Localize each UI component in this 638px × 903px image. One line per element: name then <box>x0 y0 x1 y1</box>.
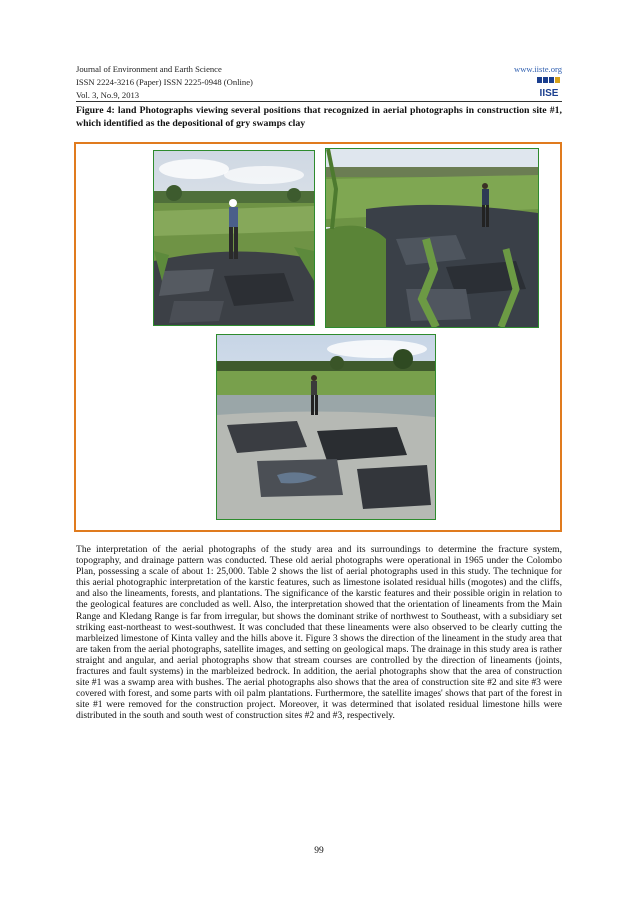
iiste-logo <box>536 76 562 99</box>
header-rule <box>76 101 562 102</box>
photo-site-1-view-c <box>216 334 436 520</box>
volume-line: Vol. 3, No.9, 2013 <box>76 90 140 100</box>
body-paragraph: The interpretation of the aerial photographs of the study area and its surroundings to determine the fracture system, topography, and drainage pattern was conducted. These old aerial photographs were operational in 1965 under the Colombo Plan, possessing a scale of about 1: 25,000. Table 2 shows the list of aerial photographs used in this study. The technique for this aerial photographic interpretation of the karstic features, such as limestone isolated residual hills (mogotes) and the cliffs, and also the lineaments, forests, and plantations. The significance of the karstic features and their possible origin in relation to the geological features are concluded as well. Also, the interpretation showed that the orientation of lineaments from the Main Range and Kledang Range is far from irregular, but shows the dominant strike of northwest to Southeast, with a subsidiary set striking east-northeast to west-southwest. It was concluded that these lineaments were also observed to be clearly cutting the marbleized limestone of Kinta valley and the hills above it. Figure 3 shows the direction of the lineament in the study area that are taken from the aerial photographs, satellite images, and setting on geological maps. The drainage in this study area is rather straight and angular, and aerial photographs show that stream courses are controlled by the direction of lineaments (joints, fractures and fault systems) in the marbleized bedrock. In addition, the aerial photographs show that the area of construction site #1 was a swamp area with bushes. The aerial photographs also shows that the area of construction site #2 and site #3 were covered with forest, and some parts with oil palm plantations. Furthermore, the satellite images' shows that part of the forest in site #1 were removed for the construction project. Moreover, it was determined that isolated residual limestone hills were distributed in the south and south west of construction sites #2 and #3, respectively. <box>76 544 562 722</box>
issn-line: ISSN 2224-3216 (Paper) ISSN 2225-0948 (Online) <box>76 77 253 87</box>
page-number: 99 <box>314 846 324 856</box>
figure-frame <box>74 142 562 532</box>
logo-text: IISE <box>539 88 559 99</box>
photo-site-1-view-a <box>153 150 315 326</box>
photo-site-1-view-b <box>325 148 539 328</box>
journal-name: Journal of Environment and Earth Science <box>76 64 222 74</box>
journal-url-link[interactable]: www.iiste.org <box>514 64 562 74</box>
figure-caption: Figure 4: land Photographs viewing several positions that recognized in aerial photographs in construction site #1, which identified as the depositional of gry swamps clay <box>76 105 562 129</box>
